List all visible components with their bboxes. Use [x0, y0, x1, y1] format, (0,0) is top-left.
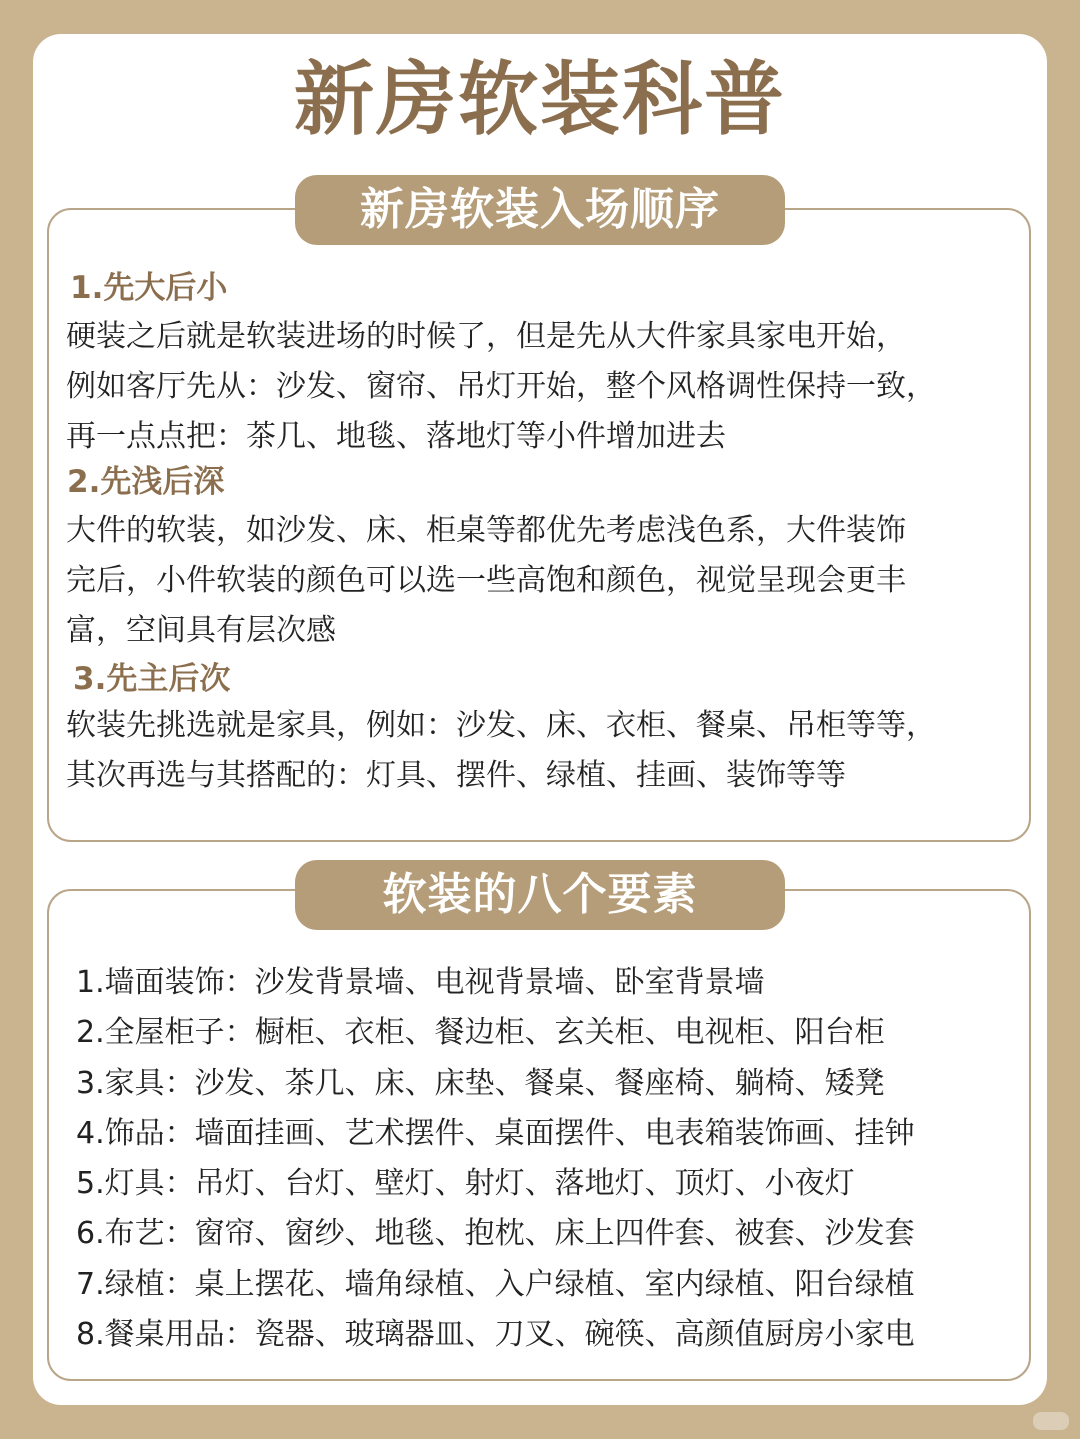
order-line: 完后，小件软装的颜色可以选一些高饱和颜色，视觉呈现会更丰	[66, 563, 906, 598]
list-item: 8.餐桌用品：瓷器、玻璃器皿、刀叉、碗筷、高颜值厨房小家电	[76, 1317, 915, 1353]
order-heading-2: 2.先浅后深	[67, 464, 225, 500]
list-item: 2.全屋柜子：橱柜、衣柜、餐边柜、玄关柜、电视柜、阳台柜	[76, 1015, 885, 1051]
list-item: 1.墙面装饰：沙发背景墙、电视背景墙、卧室背景墙	[76, 965, 765, 1000]
order-line: 软装先挑选就是家具，例如：沙发、床、衣柜、餐桌、吊柜等等，	[66, 708, 936, 743]
watermark	[1033, 1412, 1069, 1430]
order-heading-1: 1.先大后小	[70, 270, 228, 306]
list-item: 4.饰品：墙面挂画、艺术摆件、桌面摆件、电表箱装饰画、挂钟	[76, 1115, 915, 1151]
order-line: 其次再选与其搭配的：灯具、摆件、绿植、挂画、装饰等等	[66, 758, 846, 793]
list-item: 5.灯具：吊灯、台灯、壁灯、射灯、落地灯、顶灯、小夜灯	[76, 1166, 855, 1202]
elements-list	[76, 958, 1021, 1360]
section-elements-label: 软装的八个要素	[295, 860, 785, 930]
order-line: 硬装之后就是软装进场的时候了，但是先从大件家具家电开始，	[66, 319, 906, 354]
page-title: 新房软装科普	[294, 53, 786, 146]
order-heading-3: 3.先主后次	[73, 661, 231, 697]
order-paragraph-3	[66, 701, 1021, 801]
order-line: 例如客厅先从：沙发、窗帘、吊灯开始，整个风格调性保持一致，	[66, 369, 936, 404]
order-line: 大件的软装，如沙发、床、柜桌等都优先考虑浅色系，大件装饰	[66, 513, 906, 548]
list-item: 6.布艺：窗帘、窗纱、地毯、抱枕、床上四件套、被套、沙发套	[76, 1216, 915, 1252]
order-line: 再一点点把：茶几、地毯、落地灯等小件增加进去	[66, 419, 726, 454]
order-paragraph-1	[66, 312, 1021, 462]
order-paragraph-2	[66, 506, 1021, 656]
list-item: 7.绿植：桌上摆花、墙角绿植、入户绿植、室内绿植、阳台绿植	[76, 1266, 915, 1302]
order-line: 富，空间具有层次感	[66, 613, 336, 648]
list-item: 3.家具：沙发、茶几、床、床垫、餐桌、餐座椅、躺椅、矮凳	[76, 1065, 885, 1101]
section-order-label: 新房软装入场顺序	[295, 175, 785, 245]
